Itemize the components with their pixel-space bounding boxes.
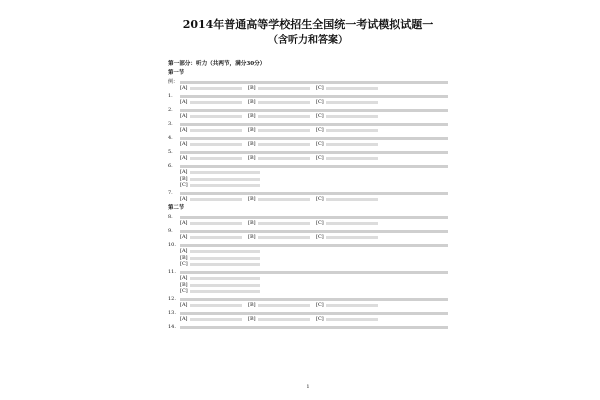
question-1: 1. (168, 93, 448, 100)
question-12: 12. (168, 296, 448, 303)
example-options (180, 85, 448, 92)
page-number: 1 (306, 384, 310, 390)
question-10: 10. (168, 242, 448, 249)
question-3: 3. (168, 121, 448, 128)
option-c: [C] (316, 85, 384, 92)
example-label: 例： (168, 78, 179, 85)
exam-page (168, 18, 448, 390)
question-4-options: [A] [B] [C] (180, 141, 448, 148)
question-text-placeholder (180, 81, 448, 84)
option-b: [B] (248, 85, 316, 92)
question-1-options: [A] [B] [C] (180, 99, 448, 106)
question-11-options: [A] [B] [C] (180, 275, 448, 295)
question-5: 5. (168, 149, 448, 156)
question-10-options: [A] [B] [C] (180, 248, 448, 268)
option-a: [A] (180, 85, 248, 92)
question-13: 13. (168, 310, 448, 317)
question-12-options: [A] [B] [C] (180, 302, 448, 309)
question-9-options: [A] [B] [C] (180, 234, 448, 241)
question-14: 14. (168, 324, 448, 331)
question-11: 11. (168, 269, 448, 276)
question-6: 6. (168, 163, 448, 170)
question-5-options: [A] [B] [C] (180, 155, 448, 162)
question-8-options: [A] [B] [C] (180, 220, 448, 227)
question-9: 9. (168, 228, 448, 235)
part-1-label: 第一部分：听力（共两节，满分30分） (168, 61, 266, 67)
section-2-label: 第二节 (168, 204, 185, 211)
question-7: 7. (168, 190, 448, 197)
exam-subtitle: （含听力和答案） (268, 35, 348, 46)
question-6-options: [A] [B] [C] (180, 169, 448, 189)
question-8: 8. (168, 214, 448, 221)
question-2-options: [A] [B] [C] (180, 113, 448, 120)
exam-title: 2014年普通高等学校招生全国统一考试模拟试题一 (182, 18, 434, 31)
question-3-options: [A] [B] [C] (180, 127, 448, 134)
question-2: 2. (168, 107, 448, 114)
section-1-label: 第一节 (168, 70, 185, 76)
question-13-options: [A] [B] [C] (180, 316, 448, 323)
question-7-options: [A] [B] [C] (180, 196, 448, 203)
question-4: 4. (168, 135, 448, 142)
